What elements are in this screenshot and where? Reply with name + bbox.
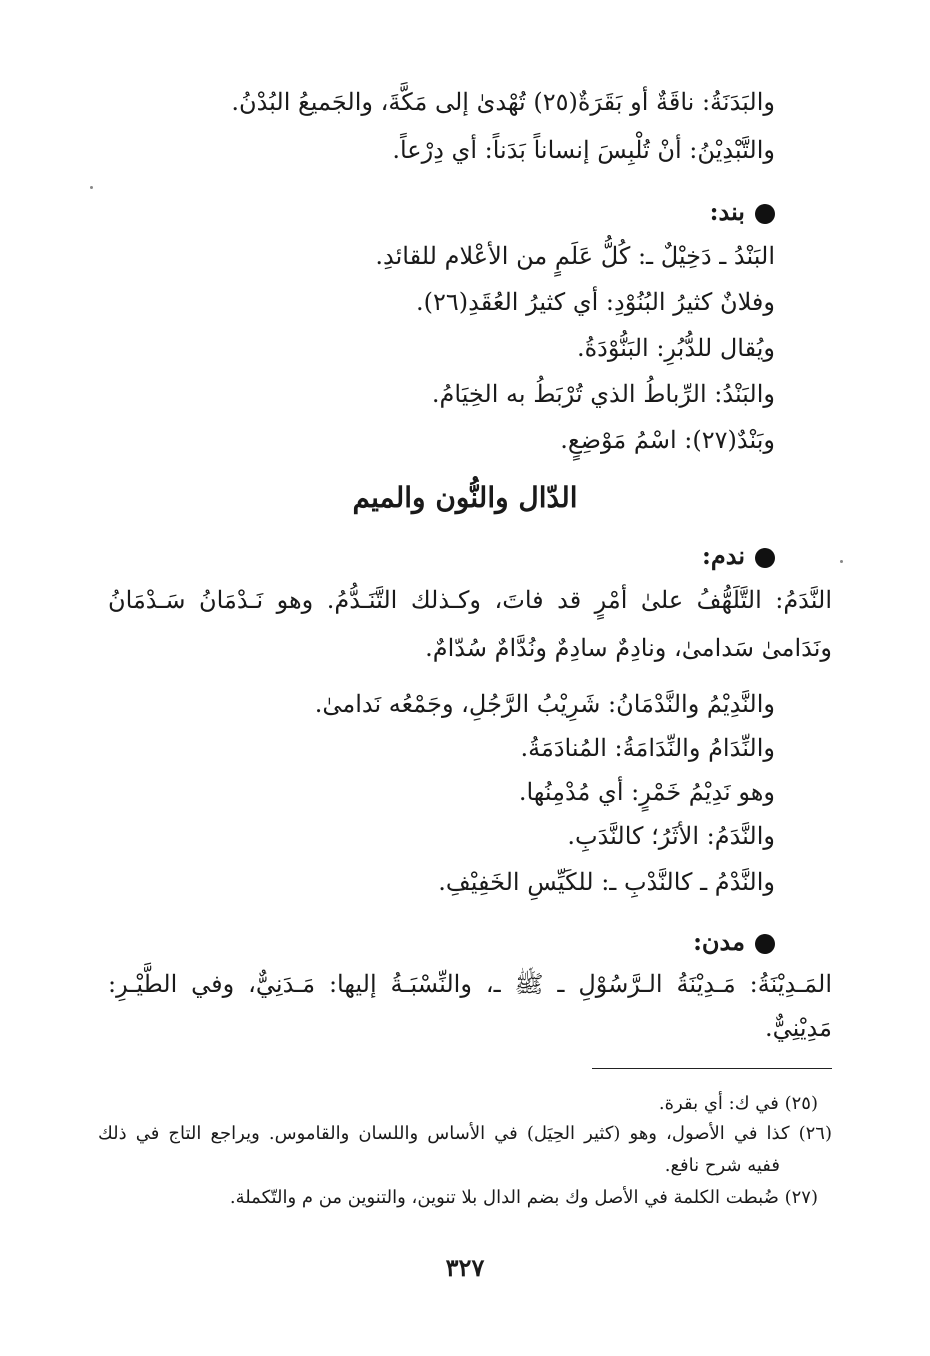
scan-speck — [90, 186, 93, 189]
entry-line: البَنْدُ ـ دَخِيْلٌ ـ: كُلُّ عَلَمٍ من الأعْلام للقائدِ. — [375, 242, 775, 270]
entry-paragraph-line: ونَدَامىٰ سَدامىٰ، ونادِمٌ سادِمٌ ونُدَّامٌ سُدّامٌ. — [425, 634, 832, 662]
root-heading-label: بند: — [709, 197, 745, 226]
page-number: ٣٢٧ — [445, 1253, 485, 1282]
footnote-27: (٢٧) ضُبطت الكلمة في الأصل وك بضم الدال بلا تنوين، والتنوين من م والتّكملة. — [229, 1187, 818, 1208]
bullet-icon — [755, 204, 775, 224]
entry-paragraph-line: مَدِيْنِيٌّ. — [764, 1014, 832, 1042]
entry-line: والنَّدِيْمُ والنَّدْمَانُ: شَرِيْبُ الرَّجُلِ، وجَمْعُه نَدامىٰ. — [314, 690, 775, 718]
footnote-rule — [592, 1068, 832, 1069]
entry-paragraph-line: النَّدَمُ: التَّلَهُّفُ علىٰ أمْرٍ قد فاتَ، وكـذلك التَّنَـدُّمُ. وهو نَـدْمَانُ سَـدْمَانُ — [108, 586, 832, 614]
entry-line: وفلانٌ كثيرُ البُنُوْدِ: أي كثيرُ العُقَدِ(٢٦). — [416, 288, 775, 316]
entry-line: والبَدَنَةُ: ناقَةٌ أو بَقَرَةٌ(٢٥) تُهْدىٰ إلى مَكَّةَ، والجَميعُ البُدْنُ. — [231, 88, 775, 116]
scan-speck — [840, 560, 843, 563]
footnote-26-line: ففيه شرح نافع. — [664, 1155, 780, 1176]
root-heading-madan — [693, 922, 775, 962]
entry-line: والنَّدْمُ ـ كالنَّدْبِ ـ: للكَيِّسِ الخَفِيْفِ. — [438, 868, 775, 896]
entry-line: وبَنْدٌ(٢٧): اسْمُ مَوْضِعٍ. — [560, 426, 775, 454]
entry-line: ويُقال للدُّبُرِ: البَنُّوْدَةُ. — [576, 334, 775, 362]
bullet-icon — [755, 934, 775, 954]
entry-line: والبَنْدُ: الرِّباطُ الذي تُرْبَطُ به الخِيَامُ. — [431, 380, 775, 408]
entry-line: وهو نَدِيْمُ خَمْرٍ: أي مُدْمِنُها. — [518, 778, 775, 806]
footnote-26-line: (٢٦) كذا في الأصول، وهو (كثير الحِيَل) في الأساس واللسان والقاموس. ويراجع التاج في ذلك — [98, 1123, 832, 1144]
entry-line: والنِّدَامُ والنِّدَامَةُ: المُنادَمَةُ. — [520, 734, 775, 762]
root-heading-label: ندم: — [702, 541, 745, 570]
root-heading-band — [710, 192, 775, 232]
bullet-icon — [755, 548, 775, 568]
root-heading-nadam — [702, 536, 775, 576]
footnote-25: (٢٥) في ك: أي بقرة. — [658, 1093, 818, 1114]
entry-line: والنَّدَمُ: الأثَرُ؛ كالنَّدَبِ. — [567, 822, 775, 850]
root-heading-label: مدن: — [693, 927, 745, 956]
entry-line: والتَّبْدِيْنُ: أنْ تُلْبِسَ إنساناً بَدَناً: أي دِرْعاً. — [392, 136, 775, 164]
chapter-title: الدّال والنُّون والميم — [352, 481, 578, 514]
entry-paragraph-line: المَـدِيْنَةُ: مَـدِيْنَةُ الـرَّسُوْلِ ـ ﷺ ـ، والنِّسْبَـةُ إليها: مَـدَنِيٌّ، وفي الطَّيْـرِ: — [108, 970, 833, 998]
